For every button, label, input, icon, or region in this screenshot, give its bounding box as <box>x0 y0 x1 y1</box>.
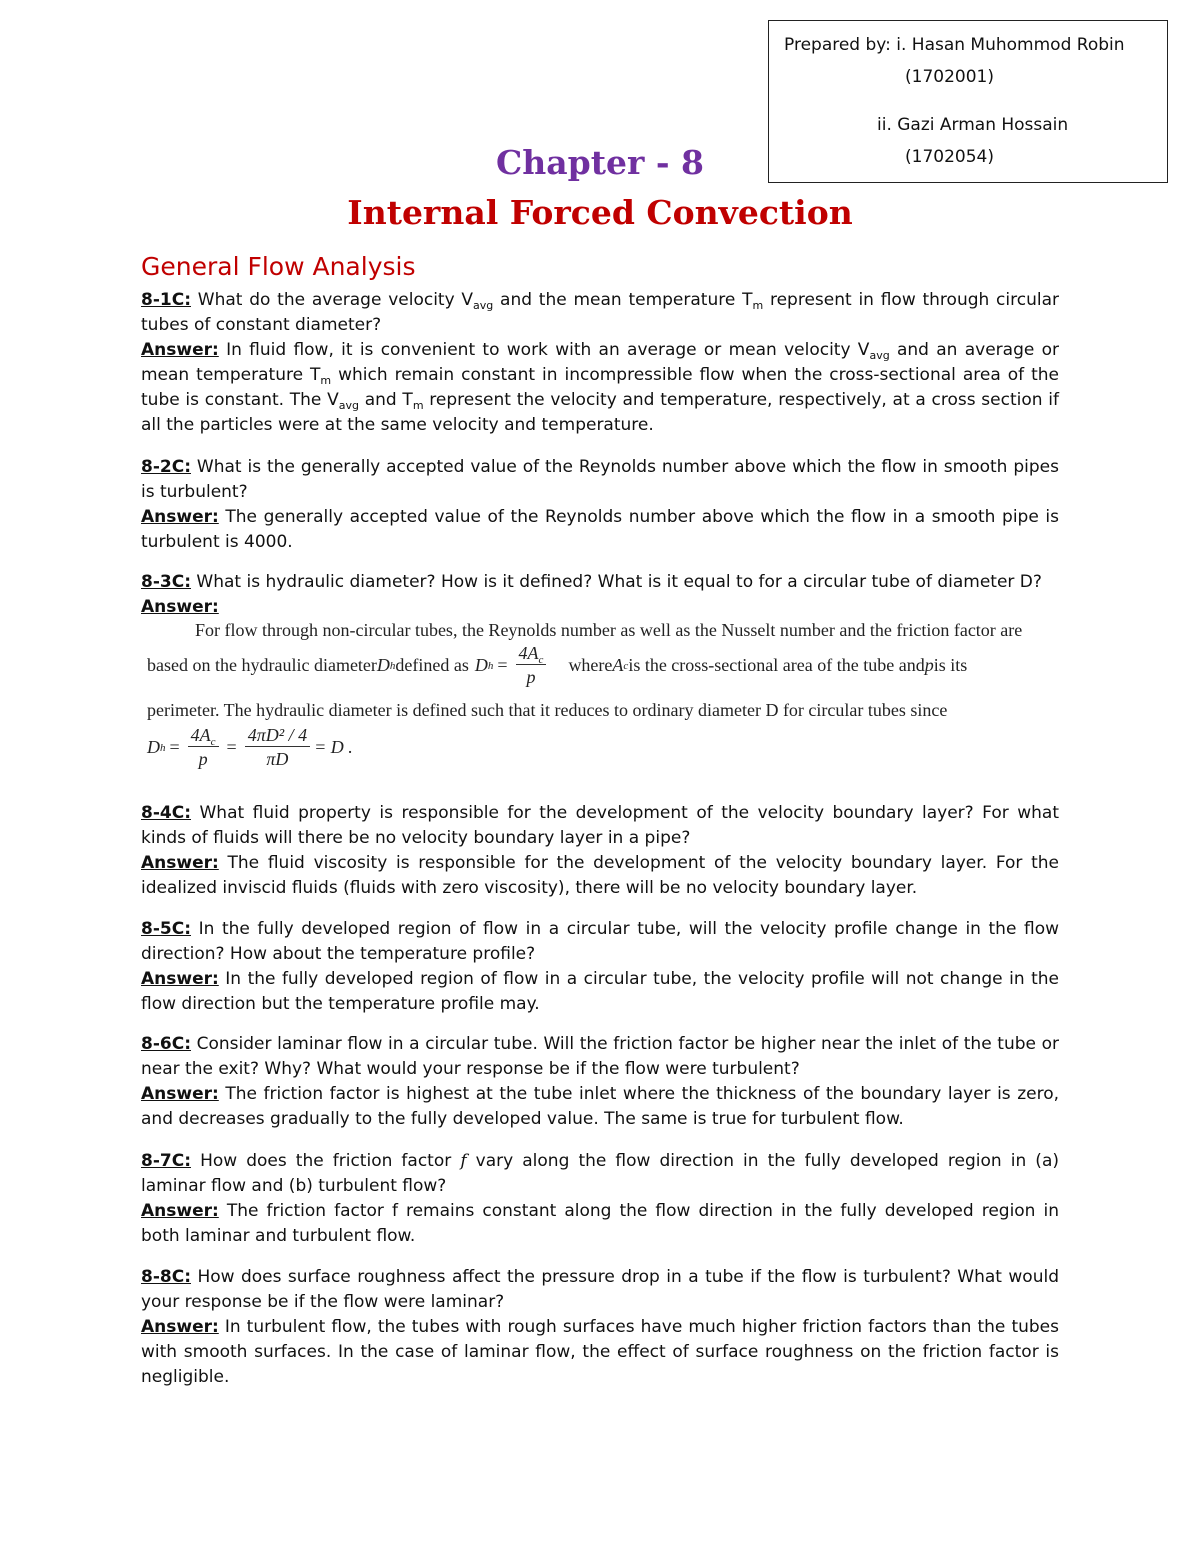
section-heading: General Flow Analysis <box>141 252 416 281</box>
question-8-1c <box>141 288 1059 438</box>
answer-label: Answer: <box>141 507 219 527</box>
question-text: 8-8C: How does surface roughness affect the pressure drop in a tube if the flow is turbulent? What would your response be if the flow were laminar? <box>141 1267 1059 1312</box>
question-label: 8-7C: <box>141 1151 191 1171</box>
circular-tube-equation: D h = $\frac{4A_c}{p}$ = $\frac{\text{4πD² / 4}}{\pi D}$ = D . <box>147 725 353 769</box>
question-8-2c <box>141 455 1059 555</box>
question-label: 8-2C: <box>141 457 191 477</box>
question-8-8c <box>141 1265 1059 1390</box>
question-8-4c <box>141 801 1059 901</box>
answer-label: Answer: <box>141 340 219 360</box>
question-8-5c <box>141 917 1059 1017</box>
answer-label: Answer: <box>141 597 219 617</box>
question-8-6c <box>141 1032 1059 1132</box>
preparer-2-id: (1702054) <box>905 147 994 167</box>
preparer-1-id: (1702001) <box>905 67 994 87</box>
answer-text <box>141 595 1059 620</box>
answer-text: Answer: The fluid viscosity is responsible for the development of the velocity boundary layer. For the idealized inviscid fluids (fluids with zero viscosity), there will be no velocity boundary layer. <box>141 853 1059 898</box>
question-label: 8-5C: <box>141 919 191 939</box>
preparer-1-name: Prepared by: i. Hasan Muhommod Robin <box>784 35 1125 55</box>
question-text: 8-5C: In the fully developed region of flow in a circular tube, will the velocity profile change in the flow direction? How about the temperature profile? <box>141 919 1059 964</box>
answer-label: Answer: <box>141 969 219 989</box>
question-8-3c <box>141 570 1059 620</box>
answer-label: Answer: <box>141 1201 219 1221</box>
answer-text: Answer: In fluid flow, it is convenient to work with an average or mean velocity $V_{avg}$ and an average or mean temperature $T_m$ which remain constant in incompressible flow when the cross-sectional area of the tube is constant. The $V_{avg}$ and $T_m$ represent the velocity and temperature, respectively, at a cross section if all the particles were at the same velocity and temperature. <box>141 340 1059 435</box>
answer-text: Answer: In the fully developed region of flow in a circular tube, the velocity profile will not change in the flow direction but the temperature profile may. <box>141 969 1059 1014</box>
hydraulic-diameter-fraction: $\frac{4A_c}{p}$ <box>516 642 547 689</box>
question-text: 8-1C: What do the average velocity $V_{avg}$ and the mean temperature $T_m$ represent in flow through circular tubes of constant diameter? <box>141 290 1059 335</box>
preparer-2-name: ii. Gazi Arman Hossain <box>877 115 1069 135</box>
answer-text: Answer: The friction factor is highest at the tube inlet where the thickness of the boundary layer is zero, and decreases gradually to the fully developed value. The same is true for turbulent flow. <box>141 1084 1059 1129</box>
question-label: 8-3C: <box>141 572 191 592</box>
chapter-title: Internal Forced Convection <box>347 193 853 232</box>
answer-label: Answer: <box>141 1084 219 1104</box>
question-text: 8-6C: Consider laminar flow in a circular tube. Will the friction factor be higher near the inlet of the tube or near the exit? Why? What would your response be if the flow were turbulent? <box>141 1034 1059 1079</box>
question-text: 8-3C: What is hydraulic diameter? How is it defined? What is it equal to for a circular tube of diameter D? <box>141 572 1042 592</box>
answer-label: Answer: <box>141 853 219 873</box>
question-label: 8-6C: <box>141 1034 191 1054</box>
definition-line-1: For flow through non-circular tubes, the Reynolds number as well as the Nusselt number and the friction factor are <box>195 620 1023 640</box>
answer-label: Answer: <box>141 1317 219 1337</box>
question-text: 8-7C: How does the friction factor f vary along the flow direction in the fully developed region in (a) laminar flow and (b) turbulent flow? <box>141 1151 1059 1196</box>
definition-line-3: perimeter. The hydraulic diameter is defined such that it reduces to ordinary diameter D for circular tubes since <box>147 700 948 720</box>
question-label: 8-4C: <box>141 803 191 823</box>
answer-text: Answer: In turbulent flow, the tubes with rough surfaces have much higher friction factors than the tubes with smooth surfaces. In the case of laminar flow, the effect of surface roughness on the friction factor is negligible. <box>141 1317 1059 1387</box>
answer-text: Answer: The friction factor f remains constant along the flow direction in the fully developed region in both laminar and turbulent flow. <box>141 1201 1059 1246</box>
definition-line-2: based on the hydraulic diameter D h defined as D h = $\frac{4A_c}{p}$ where A c is the cross-sectional area of the tube and p is its <box>147 643 968 687</box>
question-text: 8-4C: What fluid property is responsible for the development of the velocity boundary layer? For what kinds of fluids will there be no velocity boundary layer in a pipe? <box>141 803 1059 848</box>
answer-text: Answer: The generally accepted value of the Reynolds number above which the flow in a smooth pipe is turbulent is 4000. <box>141 507 1059 552</box>
question-8-7c <box>141 1149 1059 1249</box>
question-label: 8-1C: <box>141 290 191 310</box>
chapter-number: Chapter - 8 <box>496 143 704 182</box>
question-text: 8-2C: What is the generally accepted value of the Reynolds number above which the flow in smooth pipes is turbulent? <box>141 457 1059 502</box>
question-label: 8-8C: <box>141 1267 191 1287</box>
